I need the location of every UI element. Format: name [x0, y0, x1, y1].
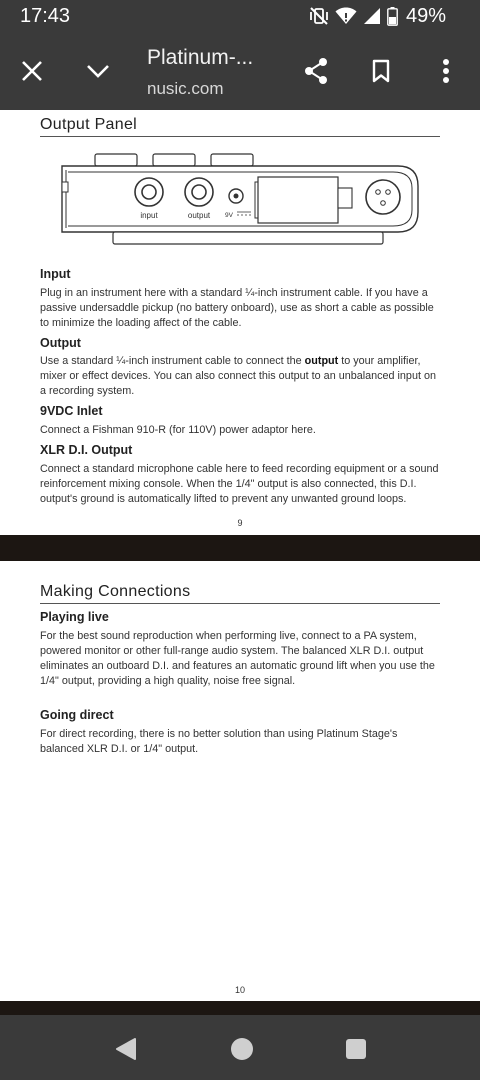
signal-icon: [363, 7, 381, 25]
heading-rule: [40, 603, 440, 604]
subheading-xlr-di-output: XLR D.I. Output: [40, 443, 133, 457]
browser-toolbar: [0, 32, 480, 110]
recents-button[interactable]: [336, 1029, 376, 1069]
bookmark-icon: [372, 59, 390, 83]
document-page-9: [0, 110, 480, 535]
subheading-going-direct: Going direct: [40, 708, 114, 722]
status-time: 17:43: [20, 5, 71, 27]
page-url[interactable]: nusic.com: [147, 79, 224, 98]
page-number: 10: [234, 985, 245, 995]
more-options-button[interactable]: [426, 51, 466, 91]
page-separator: [0, 1001, 480, 1015]
page-number: 9: [237, 518, 243, 528]
more-vert-icon: [442, 58, 450, 84]
status-bar: [0, 0, 480, 32]
expand-button[interactable]: [78, 51, 118, 91]
bookmark-button[interactable]: [361, 51, 401, 91]
document-page-10: [0, 561, 480, 1001]
wifi-icon: [335, 7, 357, 25]
section-heading-output-panel: Output Panel: [40, 116, 137, 133]
paragraph-9vdc-inlet: Connect a Fishman 910-R (for 110V) power adaptor here.: [40, 424, 316, 436]
battery-percent: 49%: [405, 4, 446, 27]
share-icon: [303, 57, 329, 85]
page-separator: [0, 535, 480, 561]
paragraph-playing-live: For the best sound reproduction when performing live, connect to a PA system, powered monitor or other full-range audio system. The balanced XLR D.I. output eliminates an outboard D.I. and features an automatic ground lift when you use the 1/4" output, providing a high quality, noise free signal.: [40, 630, 435, 687]
back-icon: [115, 1037, 137, 1061]
paragraph-output: Use a standard ¼-inch instrument cable to connect the output to your amplifier, mixer or effect devices. You can also connect this output to an unbalanced input on a recording system.: [40, 355, 436, 397]
battery-icon: [387, 7, 398, 26]
subheading-9vdc-inlet: 9VDC Inlet: [40, 404, 103, 418]
system-nav-bar: [0, 1015, 480, 1080]
share-button[interactable]: [296, 51, 336, 91]
xlr-jack: [366, 180, 400, 214]
output-jack-label: output: [187, 211, 211, 220]
dc-label: 9V: [225, 212, 233, 219]
subheading-output: Output: [40, 336, 81, 350]
heading-rule: [40, 136, 440, 137]
output-panel-diagram: [58, 146, 422, 246]
close-button[interactable]: [12, 51, 52, 91]
back-button[interactable]: [106, 1029, 146, 1069]
home-button[interactable]: [222, 1029, 262, 1069]
recents-icon: [345, 1038, 367, 1060]
vibrate-off-icon: [309, 7, 329, 25]
page-title[interactable]: Platinum-...: [147, 46, 254, 69]
subheading-playing-live: Playing live: [40, 610, 109, 624]
home-icon: [230, 1037, 254, 1061]
section-heading-making-connections: Making Connections: [40, 583, 191, 600]
paragraph-going-direct: For direct recording, there is no better solution than using Platinum Stage's balanced XLR D.I. or 1/4" output.: [40, 728, 398, 755]
status-icons: [309, 5, 446, 27]
subheading-input: Input: [40, 267, 71, 281]
paragraph-xlr-di-output: Connect a standard microphone cable here to feed recording equipment or a sound reinforcement mixing console. When the 1/4" output is also connected, this D.I. output's ground is automatically lifted to prevent any unwanted ground loops.: [40, 463, 439, 505]
close-icon: [21, 60, 43, 82]
chevron-down-icon: [86, 63, 110, 79]
input-jack-label: input: [140, 211, 158, 220]
paragraph-input: Plug in an instrument here with a standard ¼-inch instrument cable. If you have a passive undersaddle pickup (no battery onboard), use as short a cable as possible to minimize the loading affect of the cable.: [40, 287, 434, 329]
